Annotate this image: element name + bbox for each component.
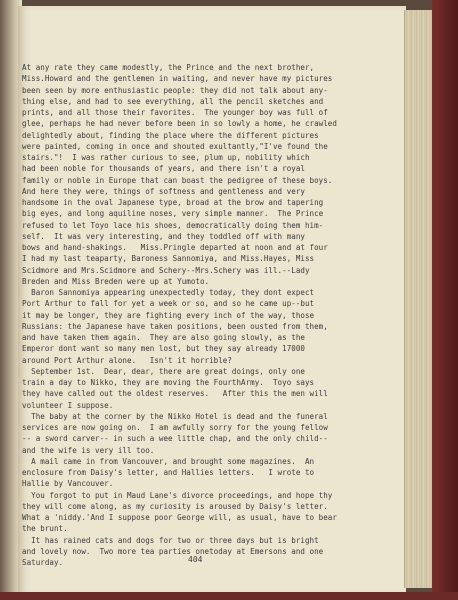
text-line: the brunt. <box>22 524 68 534</box>
text-line: family or noble in Europe that can boast the pedigree of these boys. <box>22 175 333 185</box>
page-number: 404 <box>188 555 203 564</box>
text-line: they will come along, as my curiosity is aroused by Daisy's letter. <box>22 501 328 511</box>
text-line: enclosure from Daisy's letter, and Hallies letters. I wrote to <box>22 468 315 477</box>
typed-text-body <box>22 62 402 568</box>
text-line: services are now going on. I am awfully sorry for the young fellow <box>22 423 328 432</box>
text-line: At any rate they came modestly, the Prince and the next brother, <box>22 63 315 72</box>
text-line: bows and hand-shakings. Miss.Pringle departed at noon and at four <box>22 243 328 252</box>
text-line: prints, and all those their favorites. The younger boy was full of <box>22 108 328 117</box>
text-line: had been noble for thousands of years, and there isn't a royal <box>22 164 305 174</box>
text-line: self. It was very interesting, and they toddled off with many <box>22 231 305 241</box>
page-edges <box>404 10 435 588</box>
text-line: Baron Sannomiya appearing unexpectedly today, they dont expect <box>22 288 315 297</box>
text-line: train a day to Nikko, they are moving the FourthArmy. Toyo says <box>22 378 315 387</box>
text-line: refused to let Toyo lace his shoes, democratically doing them him- <box>22 220 324 230</box>
text-line: around Port Arthur alone. Isn't it horrible? <box>22 355 232 365</box>
book-cover-edge <box>432 0 458 600</box>
text-line: thing else, and had to see everything, all the pencil sketches and <box>22 96 324 106</box>
text-line: A mail came in from Vancouver, and brought some magazines. An <box>22 456 315 466</box>
text-line: -- a sword carver-- in such a wee little chap, and the only child-- <box>22 434 328 444</box>
text-line: and lovely now. Two more tea parties onetoday at Emersons and one <box>22 546 324 556</box>
text-line: handsome in the oval Japanese type, broad at the brow and tapering <box>22 198 324 207</box>
text-line: It has rained cats and dogs for two or three days but is bright <box>22 535 319 545</box>
text-line: Russians: the Japanese have taken positions, been ousted from them, <box>22 321 328 331</box>
text-line: delightedly about, finding the place where the different pictures <box>22 130 319 140</box>
text-line: Breden and Miss Breden were up at Yumoto. <box>22 276 210 286</box>
text-line: Emperor dont want so many men lost, but they say already 17000 <box>22 344 305 354</box>
text-line: Port Arthur to fall for yet a week or so, and so he came up--but <box>22 299 315 309</box>
text-line: Scidmore and Mrs.Scidmore and Schery--Mrs.Schery was ill.--Lady <box>22 265 310 275</box>
text-line: What a 'niddy.'And I suppose poor George will, as usual, have to bear <box>22 513 337 522</box>
text-line: The baby at the corner by the Nikko Hotel is dead and the funeral <box>22 411 328 421</box>
text-line: And here they were, things of softness and gentleness and very <box>22 186 305 196</box>
text-line: You forgot to put in Maud Lane's divorce proceedings, and hope thy <box>22 490 333 500</box>
text-line: stairs."! I was rather curious to see, plum up, nobility which <box>22 153 310 162</box>
text-line: volunteer I suppose. <box>22 400 114 410</box>
text-line: they have called out the oldest reserves. After this the men will <box>22 389 328 399</box>
text-line: were painted, coming in once and shouted exultantly,"I've found the <box>22 141 328 151</box>
text-line: big eyes, and long aquiline noses, very simple manner. The Prince <box>22 209 324 219</box>
text-line: September 1st. Dear, dear, there are great doings, only one <box>22 366 305 376</box>
text-line: been seen by more enthusiastic people: they did not talk about any- <box>22 85 328 95</box>
text-line: I had my last teaparty, Baroness Sannomiya, and Miss.Hayes, Miss <box>22 254 315 264</box>
text-line: Hallie by Vancouver. <box>22 479 114 489</box>
text-line: it may be longer, they are fighting every inch of the way, those <box>22 310 315 320</box>
text-line: and have taken them again. They are also going slowly, as the <box>22 333 305 342</box>
text-line: Saturday. <box>22 558 64 567</box>
book-cover-bottom <box>0 592 458 600</box>
text-line: glee, perhaps he had never before been in so lowly a home, he crawled <box>22 119 337 129</box>
text-line: Miss.Howard and the gentlemen in waiting, and never have my pictures <box>22 74 333 84</box>
text-line: and the wife is very ill too. <box>22 445 155 455</box>
